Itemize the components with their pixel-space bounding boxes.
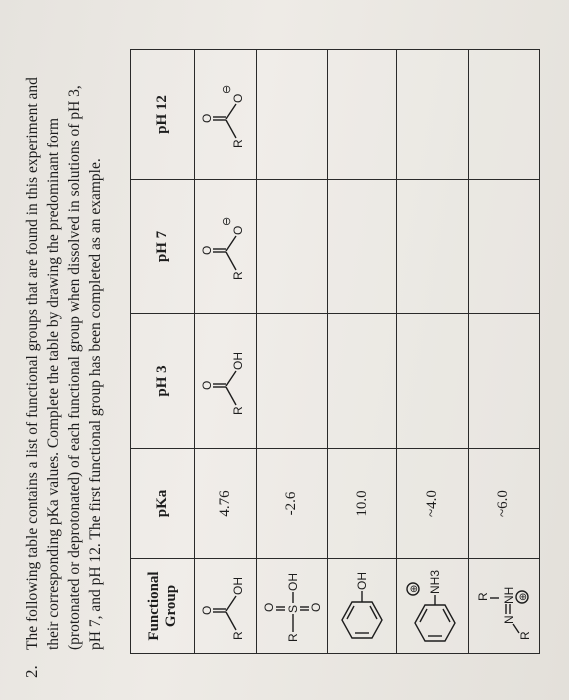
struct-label: OH bbox=[231, 352, 246, 370]
struct-label: N bbox=[501, 615, 516, 624]
struct-label: O bbox=[200, 114, 215, 124]
table-row bbox=[397, 50, 468, 654]
ph3-cell[interactable] bbox=[397, 314, 468, 449]
struct-label: R bbox=[475, 592, 490, 601]
functional-group-cell bbox=[195, 559, 257, 654]
functional-group-cell bbox=[328, 559, 397, 654]
carboxylate-structure bbox=[200, 75, 250, 155]
question-text bbox=[22, 20, 106, 650]
pka-cell: 10.0 bbox=[328, 449, 397, 559]
table-row bbox=[468, 50, 539, 654]
charge-label: ⊖ bbox=[221, 217, 234, 227]
ph7-cell[interactable] bbox=[468, 180, 539, 314]
struct-label: R bbox=[231, 139, 246, 149]
functional-group-table bbox=[130, 49, 540, 654]
question-number: 2. bbox=[22, 665, 41, 678]
header-functional-group: Functional Group bbox=[131, 559, 195, 654]
charge-label: ⊕ bbox=[409, 584, 421, 593]
struct-label: R bbox=[517, 631, 532, 640]
pka-cell: -2.6 bbox=[256, 449, 327, 559]
ph3-cell[interactable] bbox=[328, 314, 397, 449]
pka-cell: ~6.0 bbox=[468, 449, 539, 559]
header-pka: pKa bbox=[131, 449, 195, 559]
charge-label: ⊕ bbox=[517, 592, 529, 601]
phenol-structure bbox=[334, 564, 390, 648]
functional-group-cell bbox=[256, 559, 327, 654]
struct-label: R bbox=[231, 631, 246, 640]
ph12-cell[interactable] bbox=[397, 50, 468, 180]
functional-group-cell bbox=[397, 559, 468, 654]
struct-label: O bbox=[200, 246, 215, 256]
question-line: (protonated or deprotonated) of each functional group when dissolved in solutions of pH 3, bbox=[66, 85, 83, 650]
question-line: The following table contains a list of functional groups that are found in this experiment and bbox=[24, 77, 41, 650]
carboxylic-acid-structure bbox=[200, 341, 250, 421]
anilinium-structure bbox=[403, 563, 461, 649]
sulfonic-acid-structure bbox=[263, 564, 321, 648]
iminium-structure bbox=[475, 564, 533, 648]
pka-cell: ~4.0 bbox=[397, 449, 468, 559]
ph3-cell[interactable] bbox=[256, 314, 327, 449]
ph7-cell[interactable] bbox=[328, 180, 397, 314]
pka-cell: 4.76 bbox=[195, 449, 257, 559]
ph12-cell bbox=[195, 50, 257, 180]
ph12-cell[interactable] bbox=[468, 50, 539, 180]
table-row bbox=[256, 50, 327, 654]
charge-label: ⊖ bbox=[221, 85, 234, 95]
struct-label: R bbox=[231, 271, 246, 281]
question-line: pH 7, and pH 12. The first functional group has been completed as an example. bbox=[87, 158, 104, 650]
carboxylic-acid-structure bbox=[200, 566, 250, 646]
struct-label: OH bbox=[285, 573, 300, 591]
ph7-cell bbox=[195, 180, 257, 314]
struct-label: OH bbox=[355, 572, 370, 590]
struct-label: S bbox=[285, 604, 300, 613]
header-ph3: pH 3 bbox=[131, 314, 195, 449]
ph7-cell[interactable] bbox=[256, 180, 327, 314]
struct-label: O bbox=[200, 380, 215, 390]
header-ph12: pH 12 bbox=[131, 50, 195, 180]
table-row bbox=[328, 50, 397, 654]
ph12-cell[interactable] bbox=[256, 50, 327, 180]
struct-label: R bbox=[231, 406, 246, 415]
struct-label: O bbox=[231, 94, 246, 104]
question-line: their corresponding pKa values. Complete the table by drawing the predominant form bbox=[45, 117, 62, 650]
table-row bbox=[195, 50, 257, 654]
struct-label: R bbox=[285, 633, 300, 642]
struct-label: O bbox=[308, 602, 323, 612]
struct-label: O bbox=[200, 605, 215, 615]
struct-label: OH bbox=[231, 577, 246, 595]
carboxylate-structure bbox=[200, 207, 250, 287]
struct-label: O bbox=[231, 226, 246, 236]
header-ph7: pH 7 bbox=[131, 180, 195, 314]
struct-label: O bbox=[261, 602, 276, 612]
struct-label: NH3 bbox=[428, 569, 443, 594]
functional-group-cell bbox=[468, 559, 539, 654]
struct-label: NH bbox=[501, 586, 516, 604]
ph3-cell bbox=[195, 314, 257, 449]
ph3-cell[interactable] bbox=[468, 314, 539, 449]
ph12-cell[interactable] bbox=[328, 50, 397, 180]
table-header-row bbox=[131, 50, 195, 654]
ph7-cell[interactable] bbox=[397, 180, 468, 314]
